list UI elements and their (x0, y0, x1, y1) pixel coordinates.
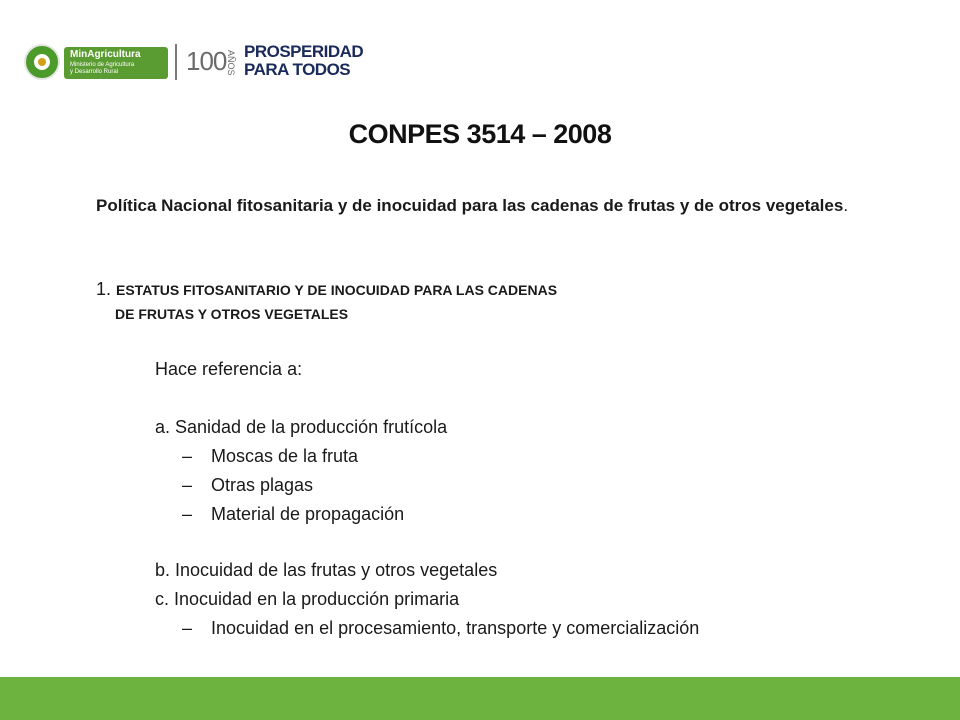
dash-bullet: – (182, 504, 193, 524)
footer-bar (0, 677, 960, 720)
sub-item-moscas: Moscas de la fruta (211, 446, 359, 466)
section-heading-line-1: ESTATUS FITOSANITARIO Y DE INOCUIDAD PARA LAS CADENAS (116, 282, 558, 298)
page-title: CONPES 3514 – 2008 (348, 119, 612, 149)
minagricultura-logo (24, 44, 184, 80)
colombia-seal-icon (24, 44, 60, 80)
policy-subtitle-period: . (843, 196, 849, 215)
sub-item-material: Material de propagación (211, 504, 405, 524)
sub-item-otras-plagas: Otras plagas (211, 475, 314, 495)
years-label: AÑOS (226, 50, 236, 76)
slogan-line-1: PROSPERIDAD (244, 42, 364, 61)
dash-bullet: – (182, 618, 193, 638)
dash-bullet: – (182, 475, 193, 495)
header-logos (20, 38, 400, 86)
ministry-name: MinAgricultura (70, 49, 141, 60)
list-item-c: c. Inocuidad en la producción primaria (155, 589, 460, 609)
section-number: 1. (96, 279, 112, 299)
ministry-line-1: Ministerio de Agricultura (70, 62, 135, 68)
policy-subtitle-text: Política Nacional fitosanitaria y de inocuidad para las cadenas de frutas y de otros vegetales (96, 196, 844, 215)
list-item-a: a. Sanidad de la producción frutícola (155, 417, 448, 437)
sub-item-inocuidad-procesamiento: Inocuidad en el procesamiento, transporte y comercialización (211, 618, 700, 638)
dash-bullet: – (182, 446, 193, 466)
ministry-line-2: y Desarrollo Rural (70, 69, 119, 75)
list-item-b: b. Inocuidad de las frutas y otros vegetales (155, 560, 498, 580)
section-heading-line-2: DE FRUTAS Y OTROS VEGETALES (115, 306, 349, 322)
intro-text: Hace referencia a: (155, 359, 303, 379)
logo-divider (175, 44, 177, 80)
years-number: 100 (186, 46, 227, 76)
policy-subtitle (96, 196, 876, 216)
slogan-line-2: PARA TODOS (244, 60, 351, 79)
